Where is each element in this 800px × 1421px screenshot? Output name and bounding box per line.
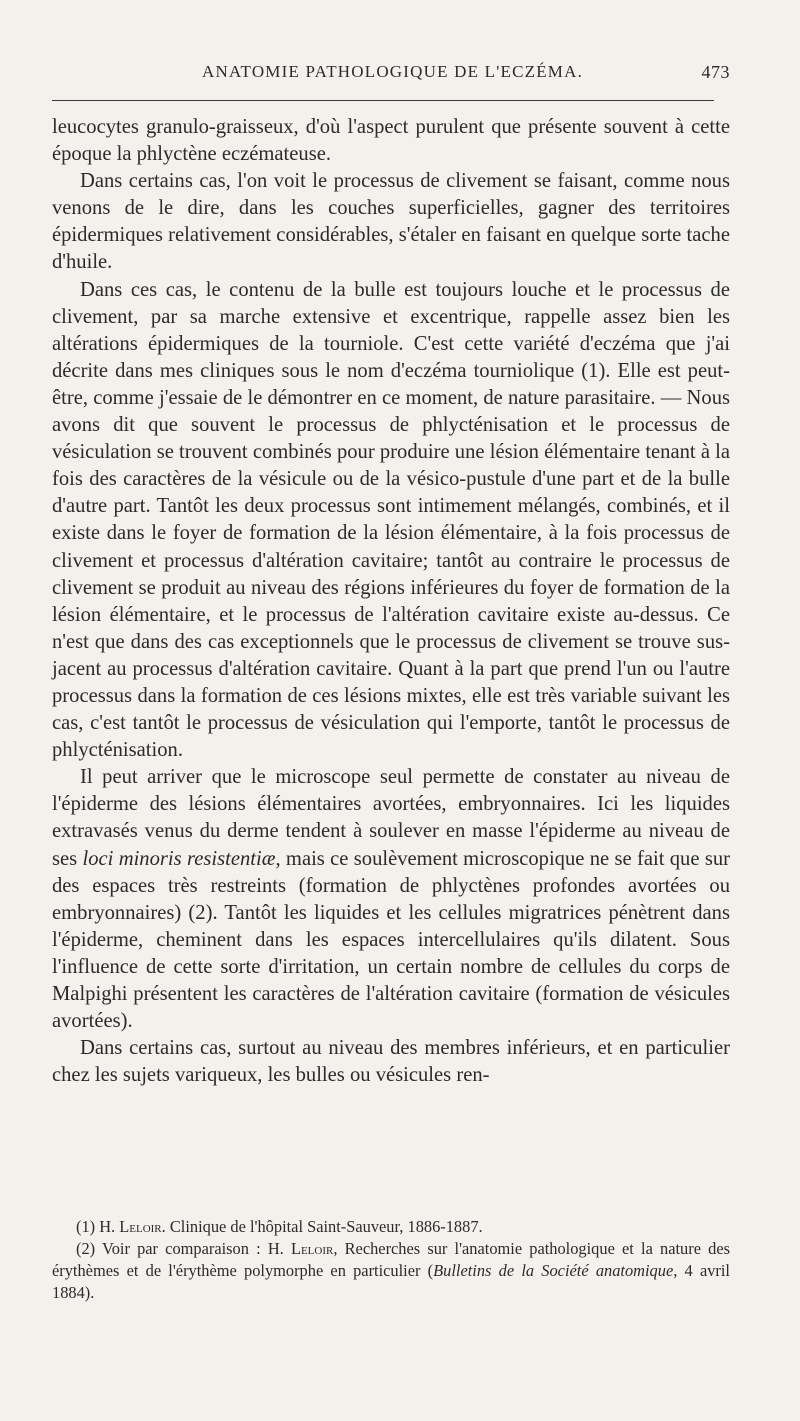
paragraph-1: leucocytes granulo-graisseux, d'où l'aspect purulent que présente souvent à cette époque la phlyctène eczémateuse.	[52, 116, 730, 166]
footnote-2-end: , 4 avril 1884).	[52, 1261, 730, 1302]
paragraph-4-end: , mais ce soulèvement microscopique ne se fait que sur des espaces très restreints (formation de phlyctènes profondes avortées ou embryonnaires) (2). Tantôt les liquides et les cellules migratrices pénètrent dans l'épiderme, cheminent dans les espaces intercellulaires qu'ils dilatent. Sous l'influence de cette sorte d'irritation, un certain nombre de cellules du corps de Malpighi présentent les caractères de l'altération cavitaire (formation de vésicules avortées).	[52, 847, 730, 1033]
footnote-2-text: , Recherches sur l'anatomie pathologique et la nature des érythèmes et de l'érythème polymorphe en particulier (	[52, 1239, 730, 1280]
running-title: ANATOMIE PATHOLOGIQUE DE L'ECZÉMA.	[202, 62, 584, 81]
paragraph-5: Dans certains cas, surtout au niveau des membres inférieurs, et en particulier chez les sujets variqueux, les bulles ou vésicules ren-	[52, 1037, 730, 1087]
footnote-2-prefix: (2) Voir par comparaison : H.	[76, 1239, 291, 1258]
paragraph-4	[52, 764, 730, 1035]
paragraph-4-start: Il peut arriver que le microscope seul permette de constater au niveau de l'épiderme des lésions élémentaires avortées, embryonnaires. Ici les liquides extravasés venus du derme tendent à soulever en masse l'épiderme au niveau de ses	[52, 766, 730, 870]
footnote-2-journal: Bulletins de la Société anatomique	[433, 1261, 674, 1280]
footnote-1	[52, 1216, 730, 1238]
latin-phrase: loci minoris resistentiæ	[82, 847, 276, 870]
footnote-1-text: . Clinique de l'hôpital Saint-Sauveur, 1886-1887.	[161, 1217, 483, 1236]
footnote-2-author: Leloir	[290, 1239, 334, 1258]
footnote-1-author: Leloir	[119, 1217, 162, 1236]
paragraph-2: Dans certains cas, l'on voit le processus de clivement se faisant, comme nous venons de le dire, dans les couches superficielles, gagner des territoires épidermiques relativement considérables, s'étaler en faisant en quelque sorte tache d'huile.	[52, 170, 730, 274]
body-text	[52, 114, 730, 1089]
footnote-2	[52, 1238, 730, 1304]
footnotes	[52, 1216, 730, 1304]
running-head	[52, 62, 730, 86]
paragraph-3: Dans ces cas, le contenu de la bulle est toujours louche et le processus de clivement, par sa marche extensive et excentrique, rappelle assez bien les altérations épidermiques de la tourniole. C'est cette variété d'eczéma que j'ai décrite dans mes cliniques sous le nom d'eczéma tourniolique (1). Elle est peut-être, comme j'essaie de le démontrer en ce moment, de nature parasitaire. — Nous avons dit que souvent le processus de phlycténisation et le processus de vésiculation se trouvent combinés pour produire une lésion élémentaire tenant à la fois des caractères de la vésicule ou de la vésico-pustule d'une part et de la bulle d'autre part. Tantôt les deux processus sont intimement mélangés, combinés, et il existe dans le foyer de formation de la lésion élémentaire, à la fois processus de clivement et processus d'altération cavitaire; tantôt au contraire le processus de clivement se produit au niveau des régions inférieures du foyer de formation de la lésion élémentaire, et le processus de l'altération cavitaire existe au-dessus. Ce n'est que dans des cas exceptionnels que le processus de clivement se trouve sus-jacent au processus d'altération cavitaire. Quant à la part que prend l'un ou l'autre processus dans la formation de ces lésions mixtes, elle est très variable suivant les cas, c'est tantôt le processus de vésiculation qui l'emporte, tantôt le processus de phlycténisation.	[52, 278, 730, 762]
footnote-1-prefix: (1) H.	[76, 1217, 120, 1236]
header-rule	[52, 100, 714, 101]
page-number: 473	[701, 62, 730, 82]
